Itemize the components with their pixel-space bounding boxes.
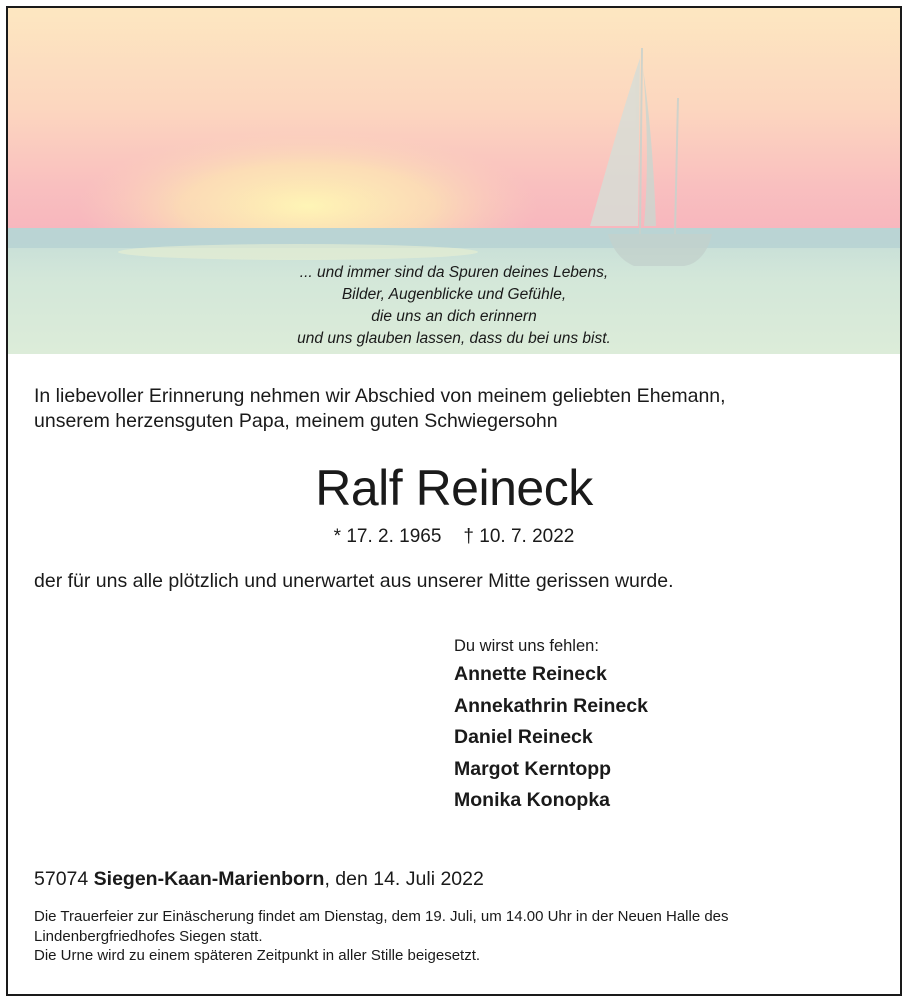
mourner-name: Annekathrin Reineck — [454, 694, 648, 717]
poem — [8, 262, 900, 350]
memorial-phrase: der für uns alle plötzlich und unerwartet aus unserer Mitte gerissen wurde. — [34, 570, 674, 592]
sunset-sailboat-image — [8, 8, 900, 354]
poem-line: und uns glauben lassen, dass du bei uns bist. — [297, 330, 611, 347]
deceased-name: Ralf Reineck — [315, 460, 593, 516]
details-line: Lindenbergfriedhofes Siegen statt. — [34, 927, 263, 945]
place-and-date — [34, 866, 484, 892]
mourner-name: Daniel Reineck — [454, 726, 593, 748]
intro-line: unserem herzensguten Papa, meinem guten Schwiegersohn — [34, 410, 558, 432]
mourner-name: Annette Reineck — [454, 663, 607, 685]
birth-date: * 17. 2. 1965 — [333, 526, 442, 547]
poem-line: die uns an dich erinnern — [371, 308, 537, 325]
death-date: † 10. 7. 2022 — [463, 526, 575, 547]
poem-line: Bilder, Augenblicke und Gefühle, — [341, 286, 567, 303]
funeral-details — [34, 907, 729, 966]
life-dates — [8, 524, 900, 550]
intro-text — [34, 384, 726, 434]
notice-date: , den 14. Juli 2022 — [324, 868, 484, 890]
details-line: Die Urne wird zu einem späteren Zeitpunkt in aller Stille beigesetzt. — [34, 947, 481, 964]
mourner-name: Monika Konopka — [454, 789, 611, 811]
city-name: Siegen-Kaan-Marienborn — [93, 868, 325, 890]
intro-line: In liebevoller Erinnerung nehmen wir Abschied von meinem geliebten Ehemann, — [34, 385, 726, 407]
obituary-notice — [6, 6, 902, 996]
details-line: Die Trauerfeier zur Einäscherung findet am Dienstag, dem 19. Juli, um 14.00 Uhr in der Neuen Halle des — [34, 908, 729, 925]
mourners-list — [454, 659, 648, 817]
postal-code: 57074 — [34, 868, 89, 890]
poem-line: ... und immer sind da Spuren deines Lebens, — [299, 264, 609, 281]
mourner-name: Margot Kerntopp — [454, 757, 612, 780]
mourners-label: Du wirst uns fehlen: — [454, 637, 599, 655]
